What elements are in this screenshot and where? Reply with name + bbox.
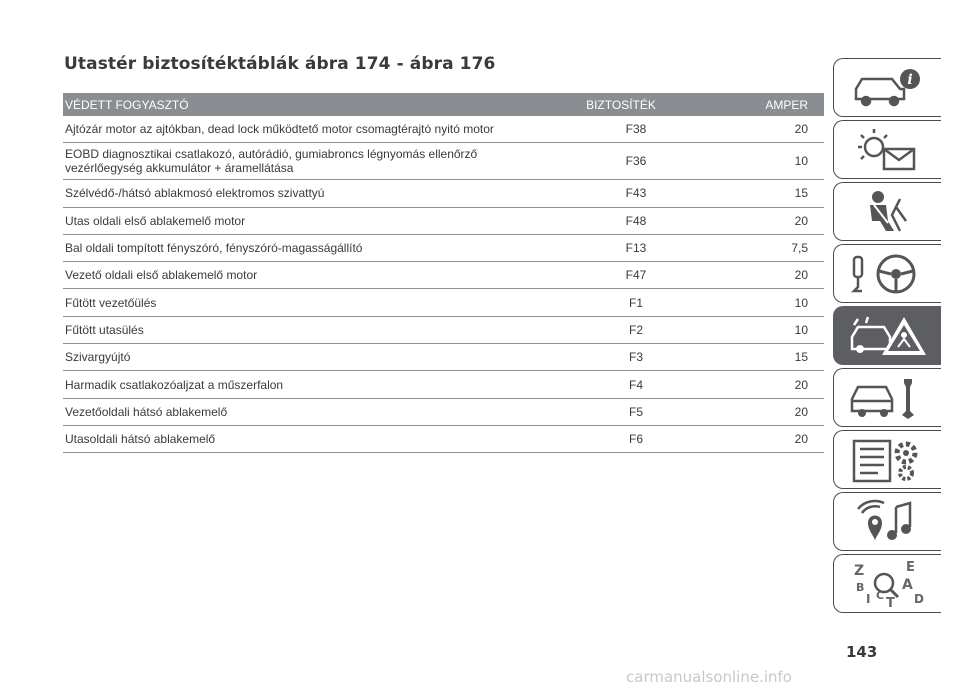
table-row (63, 235, 824, 262)
tab-emergency[interactable] (833, 306, 941, 365)
index-letter: B (855, 580, 864, 594)
row-ampere: 20 (794, 213, 808, 228)
row-consumer: Ajtózár motor az ajtókban, dead lock működtető motor csomagtérajtó nyitó motor (65, 122, 494, 137)
row-consumer: Vezetőoldali hátsó ablakemelő (65, 404, 228, 419)
row-fuse: F5 (628, 404, 643, 419)
row-ampere: 10 (794, 154, 808, 169)
row-ampere: 20 (794, 268, 808, 283)
chapter-tabs (833, 58, 941, 616)
index-icon (848, 559, 928, 609)
row-ampere: 20 (794, 404, 808, 419)
row-fuse: F48 (625, 213, 647, 228)
header-ampere: AMPER (765, 97, 808, 112)
row-consumer: Szivargyújtó (65, 350, 131, 365)
row-ampere: 15 (794, 186, 808, 201)
table-row (63, 399, 824, 426)
row-consumer: Bal oldali tompított fényszóró, fényszóró-magasságállító (65, 241, 363, 256)
row-fuse: F2 (628, 322, 643, 337)
table-row (63, 208, 824, 235)
tab-car-info[interactable] (833, 58, 941, 117)
emergency-icon (848, 311, 928, 361)
index-letter: D (913, 591, 924, 606)
tab-maintenance[interactable] (833, 368, 941, 427)
row-consumer: Fűtött utasülés (65, 322, 144, 337)
index-letter: A (901, 576, 913, 593)
index-letter: E (905, 559, 915, 575)
row-consumer: Vezető oldali első ablakemelő motor (65, 268, 258, 283)
safety-airbag-icon (848, 187, 928, 237)
row-consumer: Utasoldali hátsó ablakemelő (65, 432, 216, 447)
row-ampere: 7,5 (791, 241, 808, 256)
row-fuse: F3 (628, 350, 643, 365)
row-ampere: 20 (794, 122, 808, 137)
table-row (63, 344, 824, 371)
watermark: carmanualsonline.info (626, 668, 792, 686)
table-row (63, 289, 824, 316)
table-row (63, 116, 824, 143)
table-row (63, 143, 824, 180)
table-row (63, 180, 824, 207)
maintenance-icon (848, 373, 928, 423)
row-fuse: F47 (625, 268, 647, 283)
row-fuse: F4 (628, 377, 643, 392)
table-row (63, 371, 824, 398)
row-ampere: 20 (794, 432, 808, 447)
header-fuse: BIZTOSÍTÉK (586, 97, 656, 112)
index-letter: I (865, 591, 870, 606)
header-consumer: VÉDETT FOGYASZTÓ (65, 97, 189, 112)
row-ampere: 10 (794, 322, 808, 337)
row-consumer: Utas oldali első ablakemelő motor (65, 213, 246, 228)
row-ampere: 10 (794, 295, 808, 310)
row-fuse: F38 (625, 122, 647, 137)
tab-technical-data[interactable] (833, 430, 941, 489)
index-letter: Z (853, 562, 864, 579)
svg-text:i: i (906, 71, 913, 88)
row-consumer: Fűtött vezetőülés (65, 295, 157, 310)
warning-lights-icon (848, 125, 928, 175)
page-number: 143 (846, 643, 878, 661)
tab-starting-driving[interactable] (833, 244, 941, 303)
row-fuse: F13 (625, 241, 647, 256)
starting-driving-icon (848, 249, 928, 299)
table-row (63, 262, 824, 289)
table-header (63, 93, 824, 116)
row-ampere: 20 (794, 377, 808, 392)
row-consumer: Szélvédő-/hátsó ablakmosó elektromos szivattyú (65, 186, 325, 201)
row-fuse: F36 (625, 154, 647, 169)
index-letter: T (885, 595, 895, 609)
table-row (63, 317, 824, 344)
row-fuse: F43 (625, 186, 647, 201)
technical-data-icon (848, 435, 928, 485)
tab-multimedia[interactable] (833, 492, 941, 551)
row-consumer: EOBD diagnosztikai csatlakozó, autórádió, gumiabroncs légnyomás ellenőrző vezérlőegység akkumulátor + áramellátása (65, 147, 478, 176)
row-ampere: 15 (794, 350, 808, 365)
row-fuse: F1 (628, 295, 643, 310)
page-title: Utastér biztosítéktáblák ábra 174 - ábra 176 (64, 54, 496, 74)
tab-warning-lights[interactable] (833, 120, 941, 179)
row-consumer: Harmadik csatlakozóaljzat a műszerfalon (65, 377, 284, 392)
row-fuse: F6 (628, 432, 643, 447)
index-letter: C (875, 588, 884, 602)
tab-safety[interactable] (833, 182, 941, 241)
multimedia-icon (848, 497, 928, 547)
table-row (63, 426, 824, 453)
fuse-table (63, 93, 824, 453)
car-info-icon (848, 63, 928, 113)
tab-index[interactable] (833, 554, 941, 613)
